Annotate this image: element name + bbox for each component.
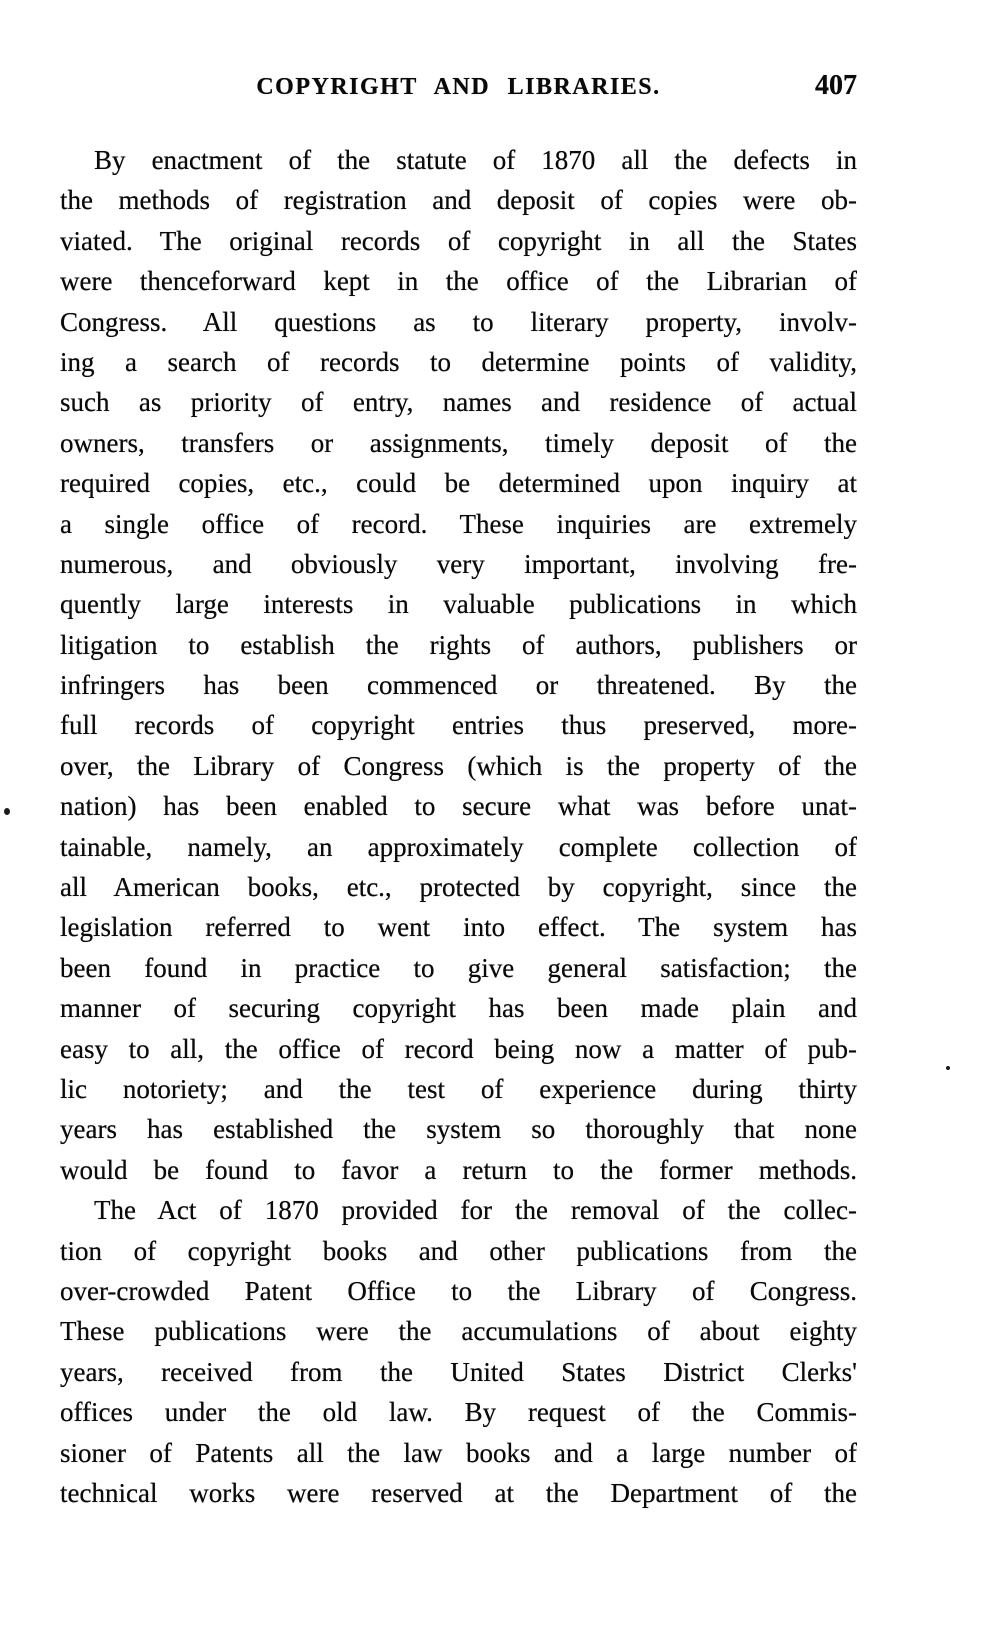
text-line: The Act of 1870 provided for the removal of the collec- [94,1195,857,1226]
text-line: legislation referred to went into effect. The system has [60,912,857,943]
text-line: manner of securing copyright has been made plain and [60,993,857,1024]
text-line: technical works were reserved at the Department of the [60,1477,857,1508]
text-line: nation) has been enabled to secure what was before unat- [60,791,857,822]
text-line: sioner of Patents all the law books and a large number of [60,1437,857,1468]
scan-speck [946,1066,950,1070]
text-line: offices under the old law. By request of the Commis- [60,1397,857,1428]
text-line: ing a search of records to determine points of validity, [60,346,857,377]
running-title: COPYRIGHT AND LIBRARIES. [256,74,661,100]
text-line: lic notoriety; and the test of experience during thirty [60,1073,857,1104]
text-line: such as priority of entry, names and residence of actual [60,387,857,418]
text-line: years has established the system so thoroughly that none [60,1114,857,1145]
text-line: tion of copyright books and other publications from the [60,1235,857,1266]
text-line: viated. The original records of copyright in all the States [60,225,857,256]
text-line: all American books, etc., protected by copyright, since the [60,872,857,903]
text-line: By enactment of the statute of 1870 all the defects in [94,145,857,175]
text-line: a single office of record. These inquiries are extremely [60,508,857,539]
text-line: would be found to favor a return to the former methods. [60,1154,857,1185]
text-line: numerous, and obviously very important, involving fre- [60,548,857,579]
text-line: owners, transfers or assignments, timely deposit of the [60,427,857,458]
text-line: tainable, namely, an approximately complete collection of [60,831,857,862]
text-line: litigation to establish the rights of authors, publishers or [60,629,857,660]
text-line: full records of copyright entries thus preserved, more- [60,710,857,741]
body-text [60,140,857,1513]
paragraph [60,1190,857,1513]
text-line: the methods of registration and deposit of copies were ob- [60,185,857,216]
paragraph [60,140,857,1190]
text-line: over-crowded Patent Office to the Library of Congress. [60,1275,857,1306]
page-header [60,70,857,108]
scan-speck [4,808,10,815]
text-line: years, received from the United States District Clerks' [60,1356,857,1387]
text-line: over, the Library of Congress (which is the property of the [60,750,857,781]
text-line: infringers has been commenced or threatened. By the [60,670,857,701]
text-line: quently large interests in valuable publications in which [60,589,857,620]
text-line: were thenceforward kept in the office of the Librarian of [60,266,857,297]
text-line: easy to all, the office of record being now a matter of pub- [60,1033,857,1064]
text-line: These publications were the accumulations of about eighty [60,1316,857,1347]
text-line: Congress. All questions as to literary property, involv- [60,306,857,337]
text-line: required copies, etc., could be determined upon inquiry at [60,468,857,499]
text-line: been found in practice to give general satisfaction; the [60,952,857,983]
page-number: 407 [815,70,857,101]
